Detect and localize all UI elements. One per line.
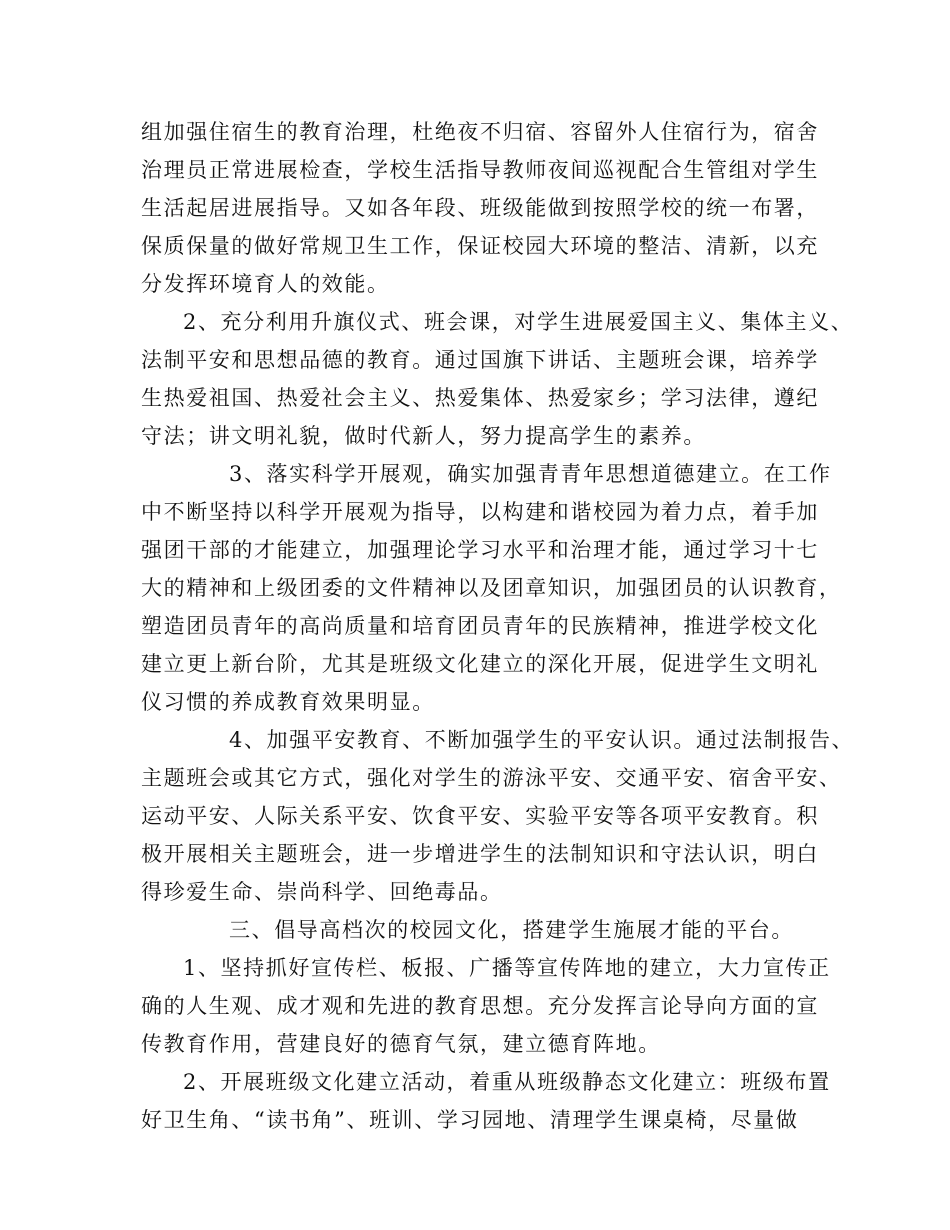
- text-line: 2、开展班级文化建立活动，着重从班级静态文化建立：班级布置: [183, 1070, 831, 1094]
- text-line: 4、加强平安教育、不断加强学生的平安认识。通过法制报告、: [229, 728, 855, 752]
- text-line: 塑造团员青年的高尚质量和培育团员青年的民族精神，推进学校文化: [141, 614, 819, 638]
- text-line: 建立更上新台阶，尤其是班级文化建立的深化开展，促进学生文明礼: [141, 652, 819, 676]
- text-line: 极开展相关主题班会，进一步增进学生的法制知识和守法认识，明白: [141, 842, 819, 866]
- text-line: 治理员正常进展检查，学校生活指导教师夜间巡视配合生管组对学生: [141, 158, 819, 182]
- text-line: 守法；讲文明礼貌，做时代新人，努力提高学生的素养。: [141, 424, 706, 448]
- text-line: 生活起居进展指导。又如各年段、班级能做到按照学校的统一布署，: [141, 196, 819, 220]
- text-line: 组加强住宿生的教育治理，杜绝夜不归宿、容留外人住宿行为，宿舍: [141, 120, 819, 144]
- text-line: 运动平安、人际关系平安、饮食平安、实验平安等各项平安教育。积: [141, 804, 819, 828]
- text-line: 1、坚持抓好宣传栏、板报、广播等宣传阵地的建立，大力宣传正: [183, 956, 831, 980]
- text-line: 大的精神和上级团委的文件精神以及团章知识，加强团员的认识教育，: [141, 576, 842, 600]
- text-line: 得珍爱生命、崇尚科学、回绝毒品。: [141, 880, 503, 904]
- text-line: 中不断坚持以科学开展观为指导，以构建和谐校园为着力点，着手加: [141, 500, 819, 524]
- text-line: 保质保量的做好常规卫生工作，保证校园大环境的整洁、清新，以充: [141, 234, 819, 258]
- text-line: 法制平安和思想品德的教育。通过国旗下讲话、主题班会课，培养学: [141, 348, 819, 372]
- text-line: 确的人生观、成才观和先进的教育思想。充分发挥言论导向方面的宣: [141, 994, 819, 1018]
- section-heading: 三、倡导高档次的校园文化，搭建学生施展才能的平台。: [229, 918, 794, 942]
- text-line: 好卫生角、“读书角”、班训、学习园地、清理学生课桌椅，尽量做: [141, 1108, 799, 1132]
- text-line: 主题班会或其它方式，强化对学生的游泳平安、交通平安、宿舍平安、: [141, 766, 842, 790]
- text-line: 传教育作用，营建良好的德育气氛，建立德育阵地。: [141, 1032, 661, 1056]
- text-line: 分发挥环境育人的效能。: [141, 272, 390, 296]
- text-line: 仪习惯的养成教育效果明显。: [141, 690, 435, 714]
- text-line: 生热爱祖国、热爱社会主义、热爱集体、热爱家乡；学习法律，遵纪: [141, 386, 819, 410]
- text-line: 强团干部的才能建立，加强理论学习水平和治理才能，通过学习十七: [141, 538, 819, 562]
- text-line: 3、落实科学开展观，确实加强青青年思想道德建立。在工作: [229, 462, 832, 486]
- text-line: 2、充分利用升旗仪式、班会课，对学生进展爱国主义、集体主义、: [183, 310, 854, 334]
